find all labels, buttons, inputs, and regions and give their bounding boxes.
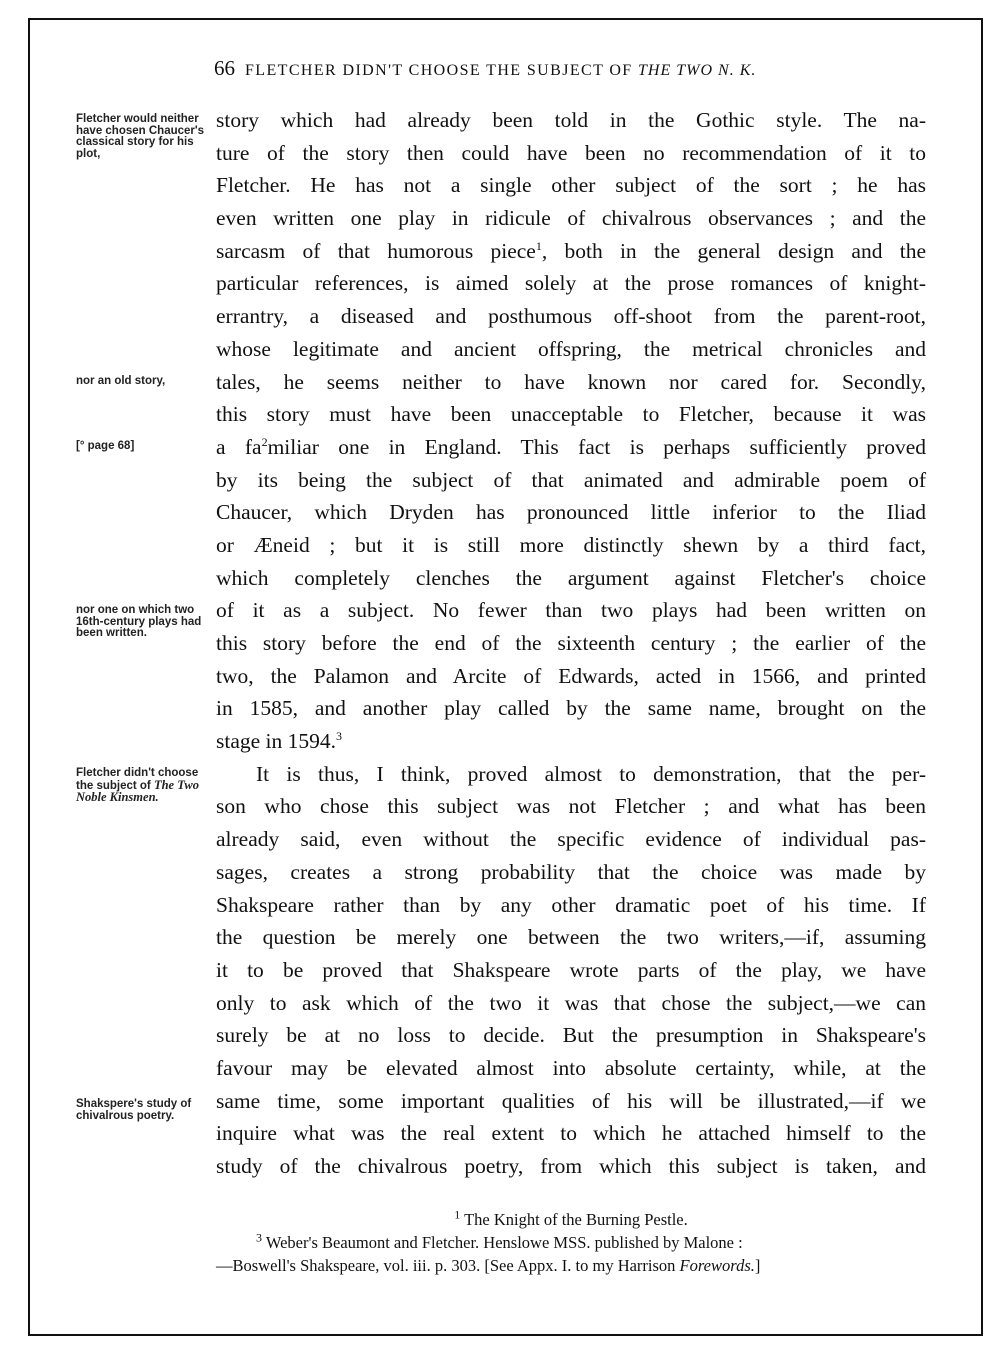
- margin-note-old-story: nor an old story,: [76, 375, 166, 387]
- footnote-3: $^3$ Weber's Beaumont and Fletcher. Henslowe MSS. published by Malone :: [256, 1230, 743, 1252]
- footnote-3-continued: —Boswell's Shakspeare, vol. iii. p. 303. [See Appx. I. to my Harrison Forewords.]: [216, 1256, 761, 1275]
- margin-note-page-ref: [° page 68]: [76, 440, 135, 452]
- footnote-1: $^1$ The Knight of the Burning Pestle.: [454, 1207, 688, 1229]
- body-line: sarcasm of that humorous piece$^1$, both in the general design and the: [216, 238, 926, 263]
- margin-note-two-plays: nor one on which two 16th-century plays had been written.: [76, 604, 202, 640]
- page-number: 66: [214, 56, 235, 80]
- body-line: a $fa^2miliar$ one in England. This fact is perhaps sufficiently proved: [216, 434, 926, 459]
- running-header: [214, 56, 914, 81]
- body-line: Chaucer, which Dryden has pronounced little inferior to the Iliad: [216, 500, 926, 525]
- margin-note-choose-subject: [76, 768, 212, 805]
- body-text: [216, 104, 926, 1183]
- body-line: sages, creates a strong probability that the choice was made by: [216, 859, 926, 884]
- margin-note-choose-text: Fletcher didn't choose the subject of: [76, 767, 199, 792]
- body-line: tales, he seems neither to have known nor cared for. Secondly,: [216, 369, 926, 394]
- margin-note-plot: Fletcher would neither have chosen Chaucer's classical story for his plot,: [76, 113, 205, 160]
- body-line: this story before the end of the sixteenth century ; the earlier of the: [216, 631, 926, 655]
- margin-note-chivalrous: Shakspere's study of chivalrous poetry.: [76, 1098, 192, 1122]
- header-title-italic: THE TWO N. K.: [638, 62, 757, 79]
- body-line: favour may be elevated almost into absolute certainty, while, at the: [216, 1055, 926, 1080]
- body-line: two, the Palamon and Arcite of Edwards, acted in 1566, and printed: [216, 663, 926, 688]
- body-line: it to be proved that Shakspeare wrote parts of the play, we have: [216, 957, 926, 982]
- body-line: son who chose this subject was not Fletcher ; and what has been: [216, 794, 926, 819]
- body-line: same time, some important qualities of his will be illustrated,—if we: [216, 1088, 926, 1113]
- body-line: particular references, is aimed solely at the prose romances of knight-: [216, 271, 926, 296]
- body-line: story which had already been told in the Gothic style. The na-: [216, 108, 926, 132]
- body-line: of it as a subject. No fewer than two plays had been written on: [216, 598, 926, 623]
- body-line: by its being the subject of that animated and admirable poem of: [216, 467, 926, 492]
- body-line: It is thus, I think, proved almost to demonstration, that the per-: [256, 761, 926, 786]
- body-line: even written one play in ridicule of chivalrous observances ; and the: [216, 206, 926, 231]
- footnote-ref-1: 1: [535, 238, 542, 253]
- margin-note-choose-title: The Two Noble Kinsmen.: [76, 777, 199, 805]
- body-line: or Æneid ; but it is still more distinctly shewn by a third fact,: [216, 532, 926, 557]
- footnotes: [216, 1208, 926, 1277]
- body-line: in 1585, and another play called by the same name, brought on the: [216, 696, 926, 721]
- body-line: the question be merely one between the two writers,—if, assuming: [216, 925, 926, 950]
- body-line: which completely clenches the argument against Fletcher's choice: [216, 565, 926, 590]
- page-break-mark: 2: [261, 434, 268, 449]
- body-line: inquire what was the real extent to which he attached himself to the: [216, 1121, 926, 1146]
- footnote-ref-3: 3: [336, 728, 343, 743]
- body-line: Fletcher. He has not a single other subject of the sort ; he has: [216, 173, 926, 198]
- body-line: stage in 1594.$^3$: [216, 728, 343, 754]
- body-line: Shakspeare rather than by any other dramatic poet of his time. If: [216, 892, 926, 917]
- body-line: this story must have been unacceptable to Fletcher, because it was: [216, 402, 926, 427]
- body-line: only to ask which of the two it was that chose the subject,—we can: [216, 990, 926, 1015]
- header-title: FLETCHER DIDN'T CHOOSE THE SUBJECT OF: [245, 62, 639, 79]
- body-line: already said, even without the specific evidence of individual pas-: [216, 827, 926, 852]
- body-line: surely be at no loss to decide. But the presumption in Shakspeare's: [216, 1023, 926, 1048]
- body-line: errantry, a diseased and posthumous off-shoot from the parent-root,: [216, 304, 926, 329]
- body-line: whose legitimate and ancient offspring, the metrical chronicles and: [216, 336, 926, 361]
- body-line: ture of the story then could have been no recommendation of it to: [216, 140, 926, 165]
- body-line: study of the chivalrous poetry, from which this subject is taken, and: [216, 1154, 926, 1178]
